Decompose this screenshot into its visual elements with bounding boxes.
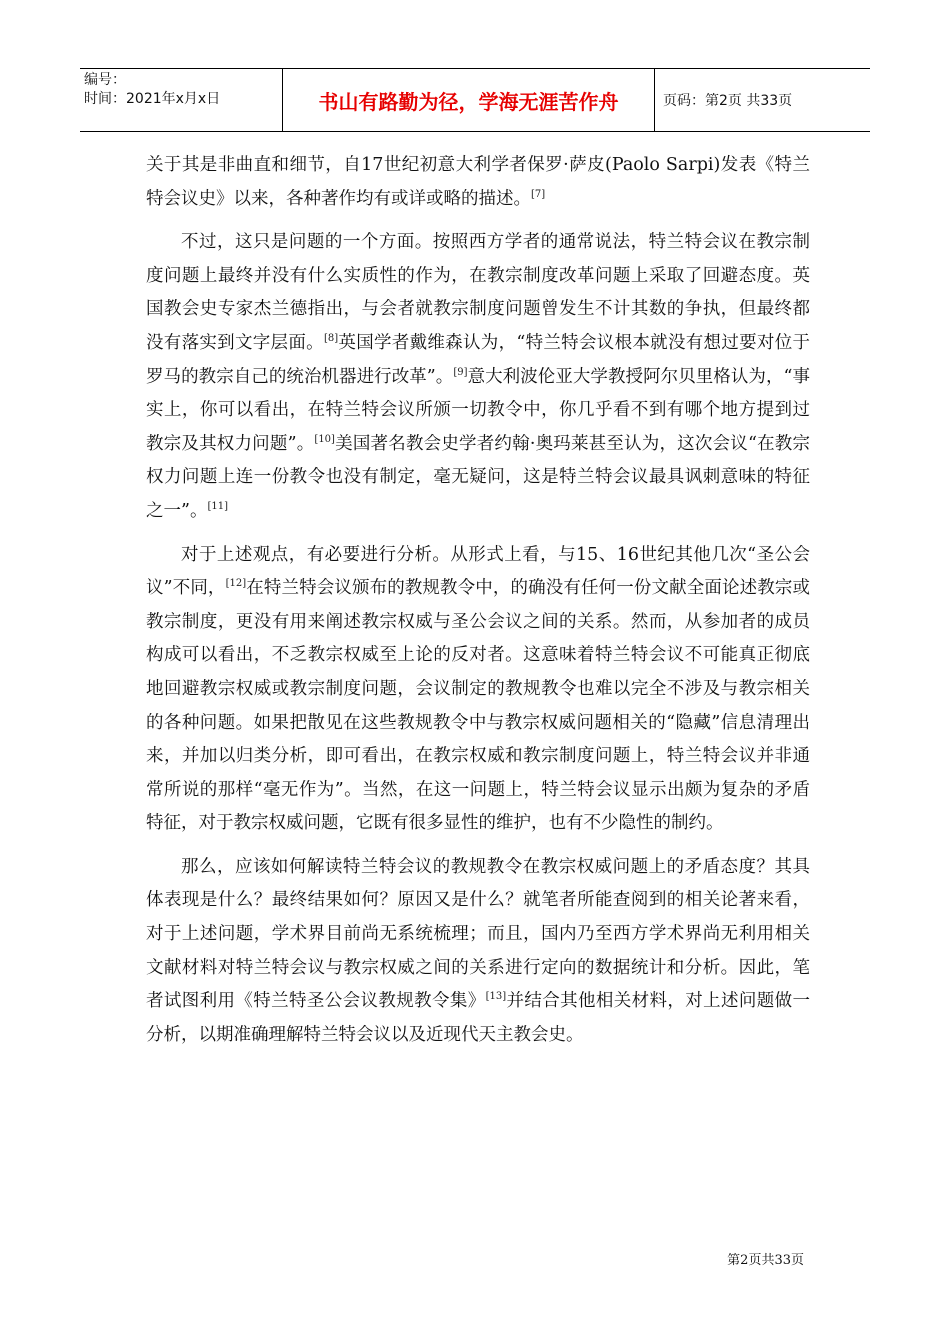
body-paragraph — [146, 149, 810, 216]
paragraph-text: 并结合其他相关材料，对上述问题做一分析，以期准确理解特兰特会议以及近现代天主教会史。 — [146, 991, 810, 1045]
paragraph-text: 在特兰特会议颁布的教规教令中，的确没有任何一份文献全面论述教宗或教宗制度，更没有用来阐述教宗权威与圣公会议之间的关系。然而，从参加者的成员构成可以看出，不乏教宗权威至上论的反对者。这意味着特兰特会议不可能真正彻底地回避教宗权威或教宗制度问题，会议制定的教规教令也难以完全不涉及与教宗相关的各种问题。如果把散见在这些教规教令中与教宗权威问题相关的“隐藏”信息清理出来，并加以归类分析，即可看出，在教宗权威和教宗制度问题上，特兰特会议并非通常所说的那样“毫无作为”。当然，在这一问题上，特兰特会议显示出颇为复杂的矛盾特征，对于教宗权威问题，它既有很多显性的维护，也有不少隐性的制约。 — [146, 578, 810, 834]
header-meta — [80, 69, 283, 131]
footnote-marker: [13] — [485, 991, 507, 1003]
doc-number-label: 编号： — [84, 72, 126, 88]
footer-page-number: 第2页共33页 — [727, 1253, 804, 1268]
paragraph-text: 关于其是非曲直和细节，自17世纪初意大利学者保罗·萨皮(Paolo Sarpi)发表《特兰特会议史》以来，各种著作均有或详或略的描述。 — [146, 155, 810, 209]
footnote-marker: [12] — [225, 578, 247, 590]
paragraph-text: 那么，应该如何解读特兰特会议的教规教令在教宗权威问题上的矛盾态度？其具体表现是什么？最终结果如何？原因又是什么？就笔者所能查阅到的相关论著来看，对于上述问题，学术界目前尚无系统梳理；而且，国内乃至西方学术界尚无利用相关文献材料对特兰特会议与教宗权威之间的关系进行定向的数据统计和分析。因此，笔者试图利用《特兰特圣公会议教规教令集》 — [146, 856, 810, 1012]
header-motto: 书山有路勤为径，学海无涯苦作舟 — [283, 69, 655, 131]
doc-date-label: 时间：2021年x月x日 — [84, 91, 221, 107]
page-header — [80, 68, 870, 132]
paragraph-text: 意大利波伦亚大学教授阿尔贝里格认为，“事实上，你可以看出，在特兰特会议所颁一切教令中，你几乎看不到有哪个地方提到过教宗及其权力问题”。 — [146, 366, 810, 454]
footnote-marker: [10] — [314, 433, 335, 445]
article-body — [146, 149, 810, 1062]
footnote-marker: [11] — [207, 501, 228, 513]
header-page-number: 页码：第2页 共33页 — [663, 93, 793, 109]
body-paragraph — [146, 851, 810, 1053]
body-paragraph — [146, 226, 810, 528]
paragraph-text: 美国著名教会史学者约翰·奥玛莱甚至认为，这次会议“在教宗权力问题上连一份教令也没有制定，毫无疑问，这是特兰特会议最具讽刺意味的特征之一”。 — [146, 433, 810, 521]
footnote-marker: [7] — [531, 188, 546, 200]
body-paragraph — [146, 539, 810, 841]
paragraph-text: 英国学者戴维森认为，“特兰特会议根本就没有想过要对位于罗马的教宗自己的统治机器进行改革”。 — [146, 332, 811, 387]
paragraph-text: 不过，这只是问题的一个方面。按照西方学者的通常说法，特兰特会议在教宗制度问题上最终并没有什么实质性的作为，在教宗制度改革问题上采取了回避态度。英国教会史专家杰兰德指出，与会者就教宗制度问题曾发生不计其数的争执，但最终都没有落实到文字层面。 — [146, 232, 810, 353]
footnote-marker: [8] — [323, 333, 339, 345]
paragraph-text: 对于上述观点，有必要进行分析。从形式上看，与15、16世纪其他几次“圣公会议”不同， — [146, 544, 810, 599]
footnote-marker: [9] — [453, 366, 468, 378]
